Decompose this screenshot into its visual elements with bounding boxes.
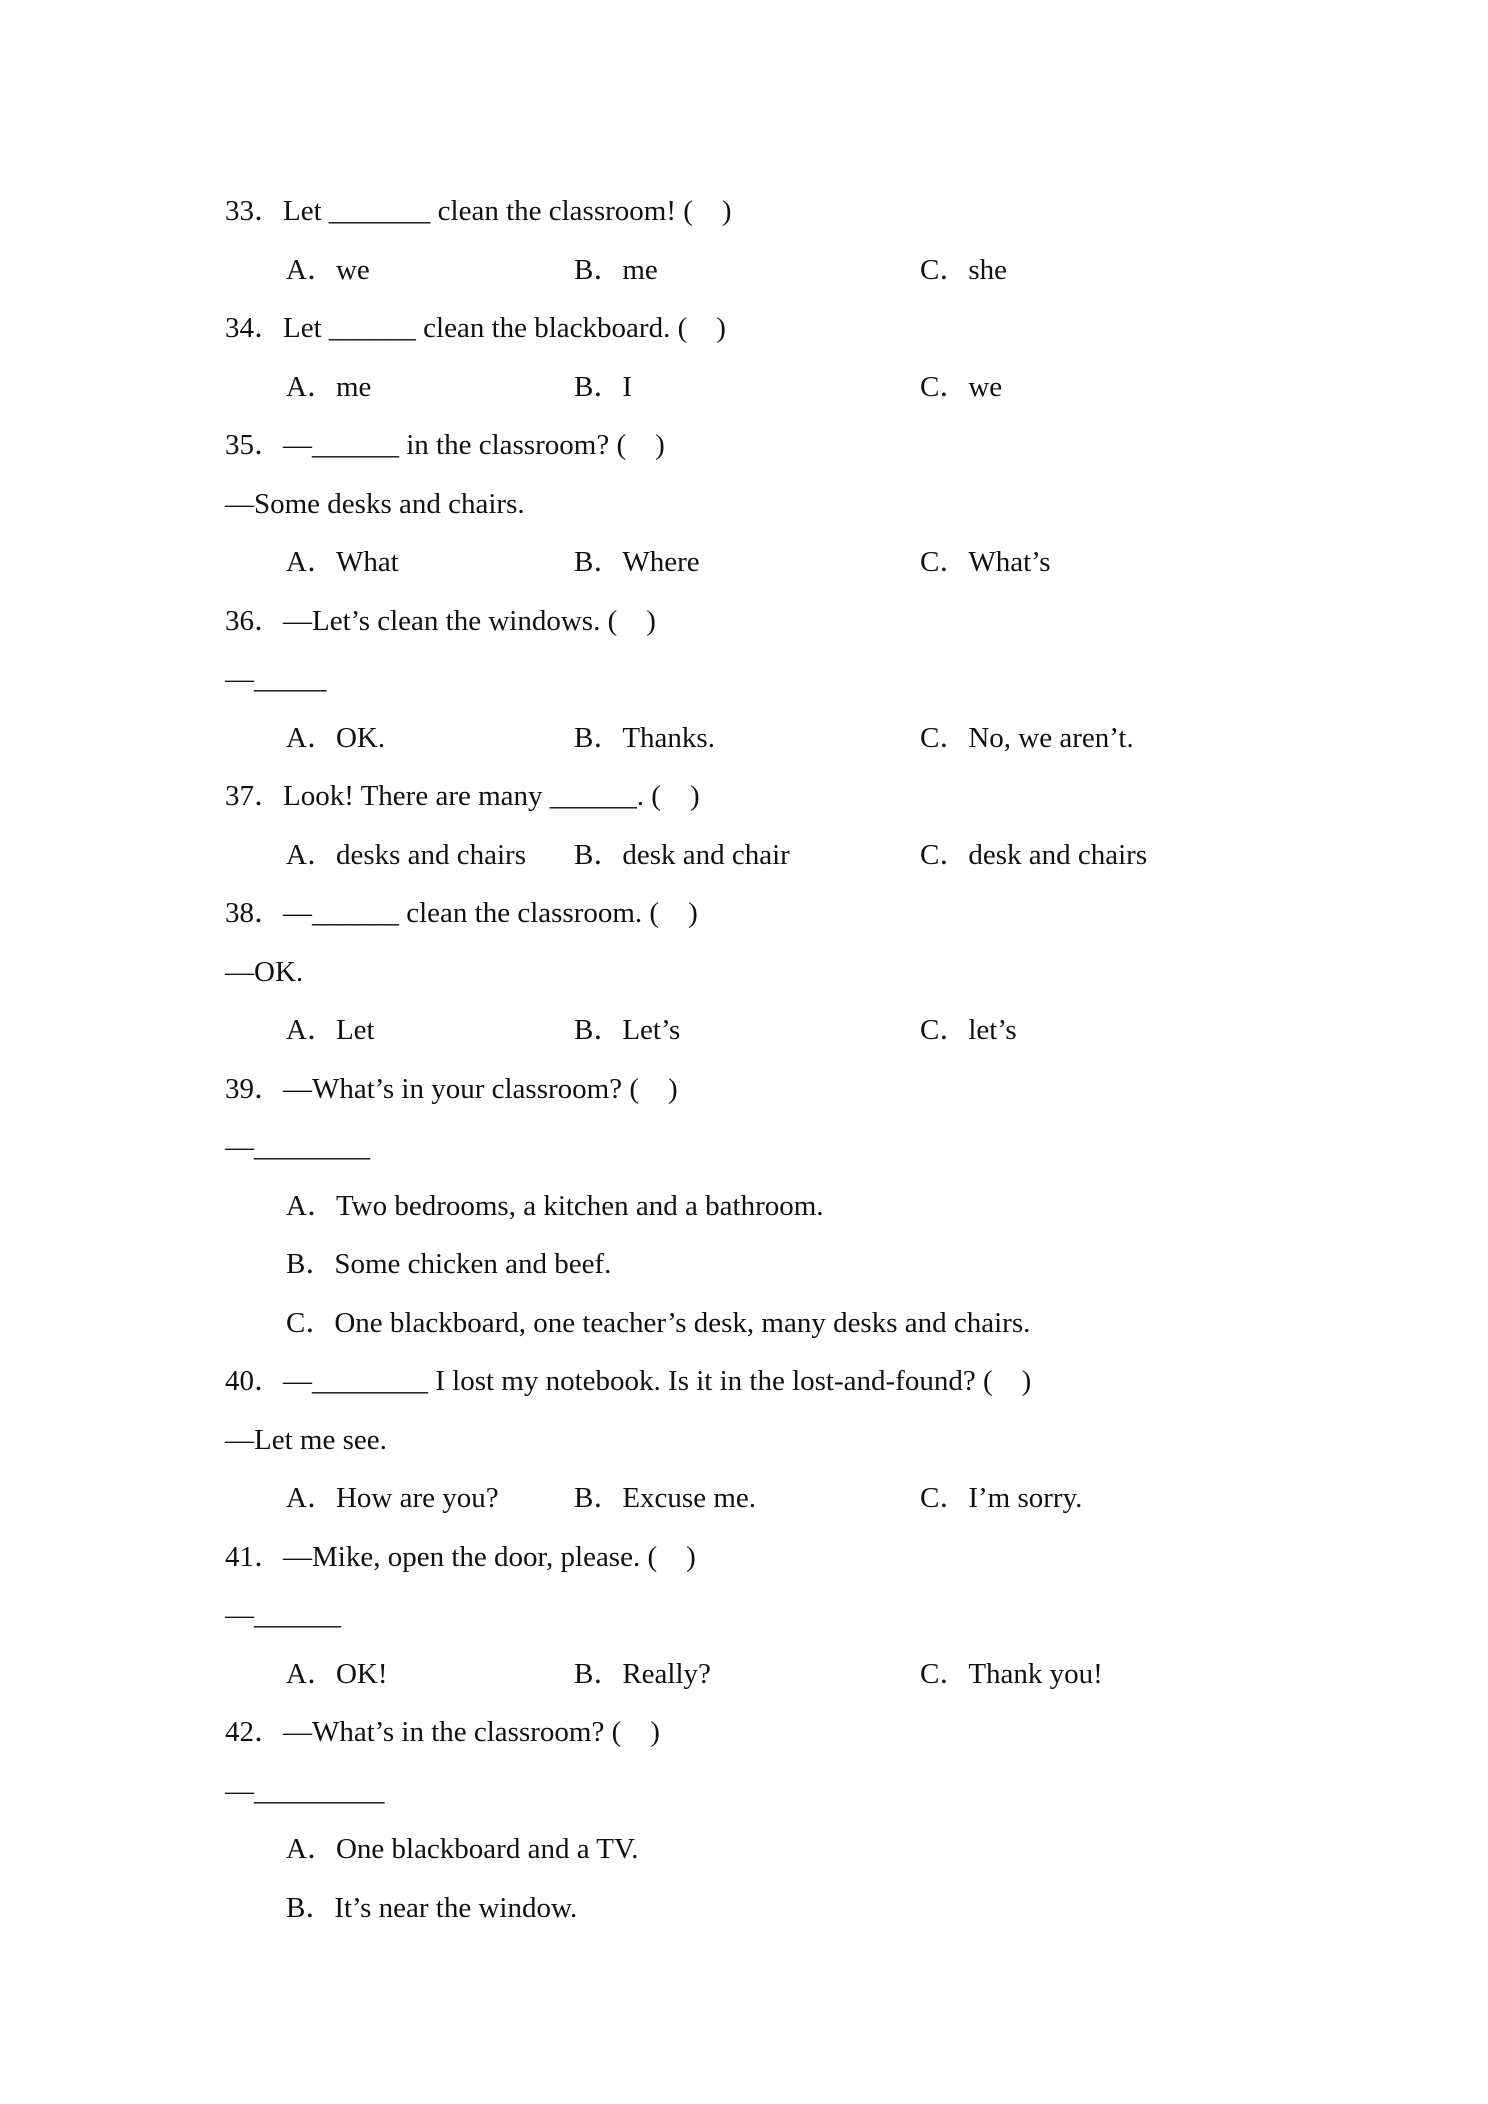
- question-39-option-b: B．Some chicken and beef.: [286, 1248, 612, 1280]
- question-38-response: —OK.: [225, 956, 304, 988]
- option-a: A．Let: [286, 1014, 375, 1046]
- question-39: 39．—What’s in your classroom? ( ): [225, 1073, 678, 1105]
- option-c: C．Thank you!: [920, 1658, 1103, 1690]
- question-40-response: —Let me see.: [225, 1424, 387, 1456]
- question-40-options: [286, 1478, 1386, 1518]
- option-b: B．Let’s: [574, 1014, 681, 1046]
- option-a: A．OK.: [286, 722, 386, 754]
- option-a: A．me: [286, 371, 372, 403]
- question-39-response: —________: [225, 1131, 370, 1163]
- question-41: 41．—Mike, open the door, please. ( ): [225, 1541, 696, 1573]
- question-42-response: —_________: [225, 1775, 385, 1807]
- question-35: 35．—______ in the classroom? ( ): [225, 429, 665, 461]
- question-35-options: [286, 542, 1386, 582]
- option-b: B．me: [574, 254, 658, 286]
- question-34: 34．Let ______ clean the blackboard. ( ): [225, 312, 726, 344]
- question-42-option-b: B．It’s near the window.: [286, 1892, 578, 1924]
- question-42: 42．—What’s in the classroom? ( ): [225, 1716, 660, 1748]
- question-37-options: [286, 835, 1386, 875]
- question-41-response: —______: [225, 1599, 341, 1631]
- option-b: B．Really?: [574, 1658, 711, 1690]
- option-c: C．No, we aren’t.: [920, 722, 1134, 754]
- option-c: C．What’s: [920, 546, 1051, 578]
- question-39-option-c: C．One blackboard, one teacher’s desk, many desks and chairs.: [286, 1307, 1031, 1339]
- option-a: A．What: [286, 546, 399, 578]
- question-33: 33．Let _______ clean the classroom! ( ): [225, 195, 732, 227]
- question-37: 37．Look! There are many ______. ( ): [225, 780, 700, 812]
- option-c: C．I’m sorry.: [920, 1482, 1083, 1514]
- option-b: B．Thanks.: [574, 722, 715, 754]
- option-a: A．How are you?: [286, 1482, 499, 1514]
- question-40: 40．—________ I lost my notebook. Is it in the lost-and-found? ( ): [225, 1365, 1032, 1397]
- question-42-option-a: A．One blackboard and a TV.: [286, 1833, 639, 1865]
- option-b: B．Excuse me.: [574, 1482, 757, 1514]
- question-39-option-a: A．Two bedrooms, a kitchen and a bathroom.: [286, 1190, 824, 1222]
- question-36: 36．—Let’s clean the windows. ( ): [225, 605, 656, 637]
- option-b: B．desk and chair: [574, 839, 790, 871]
- option-a: A．we: [286, 254, 370, 286]
- question-34-options: [286, 367, 1386, 407]
- question-38-options: [286, 1010, 1386, 1050]
- option-c: C．she: [920, 254, 1008, 286]
- option-c: C．we: [920, 371, 1003, 403]
- question-36-options: [286, 718, 1386, 758]
- option-c: C．let’s: [920, 1014, 1017, 1046]
- question-38: 38．—______ clean the classroom. ( ): [225, 897, 698, 929]
- option-b: B．I: [574, 371, 633, 403]
- option-a: A．desks and chairs: [286, 839, 527, 871]
- question-36-response: —_____: [225, 663, 327, 695]
- question-33-options: [286, 250, 1386, 290]
- question-41-options: [286, 1654, 1386, 1694]
- option-a: A．OK!: [286, 1658, 388, 1690]
- option-b: B．Where: [574, 546, 700, 578]
- question-35-response: —Some desks and chairs.: [225, 488, 525, 520]
- option-c: C．desk and chairs: [920, 839, 1148, 871]
